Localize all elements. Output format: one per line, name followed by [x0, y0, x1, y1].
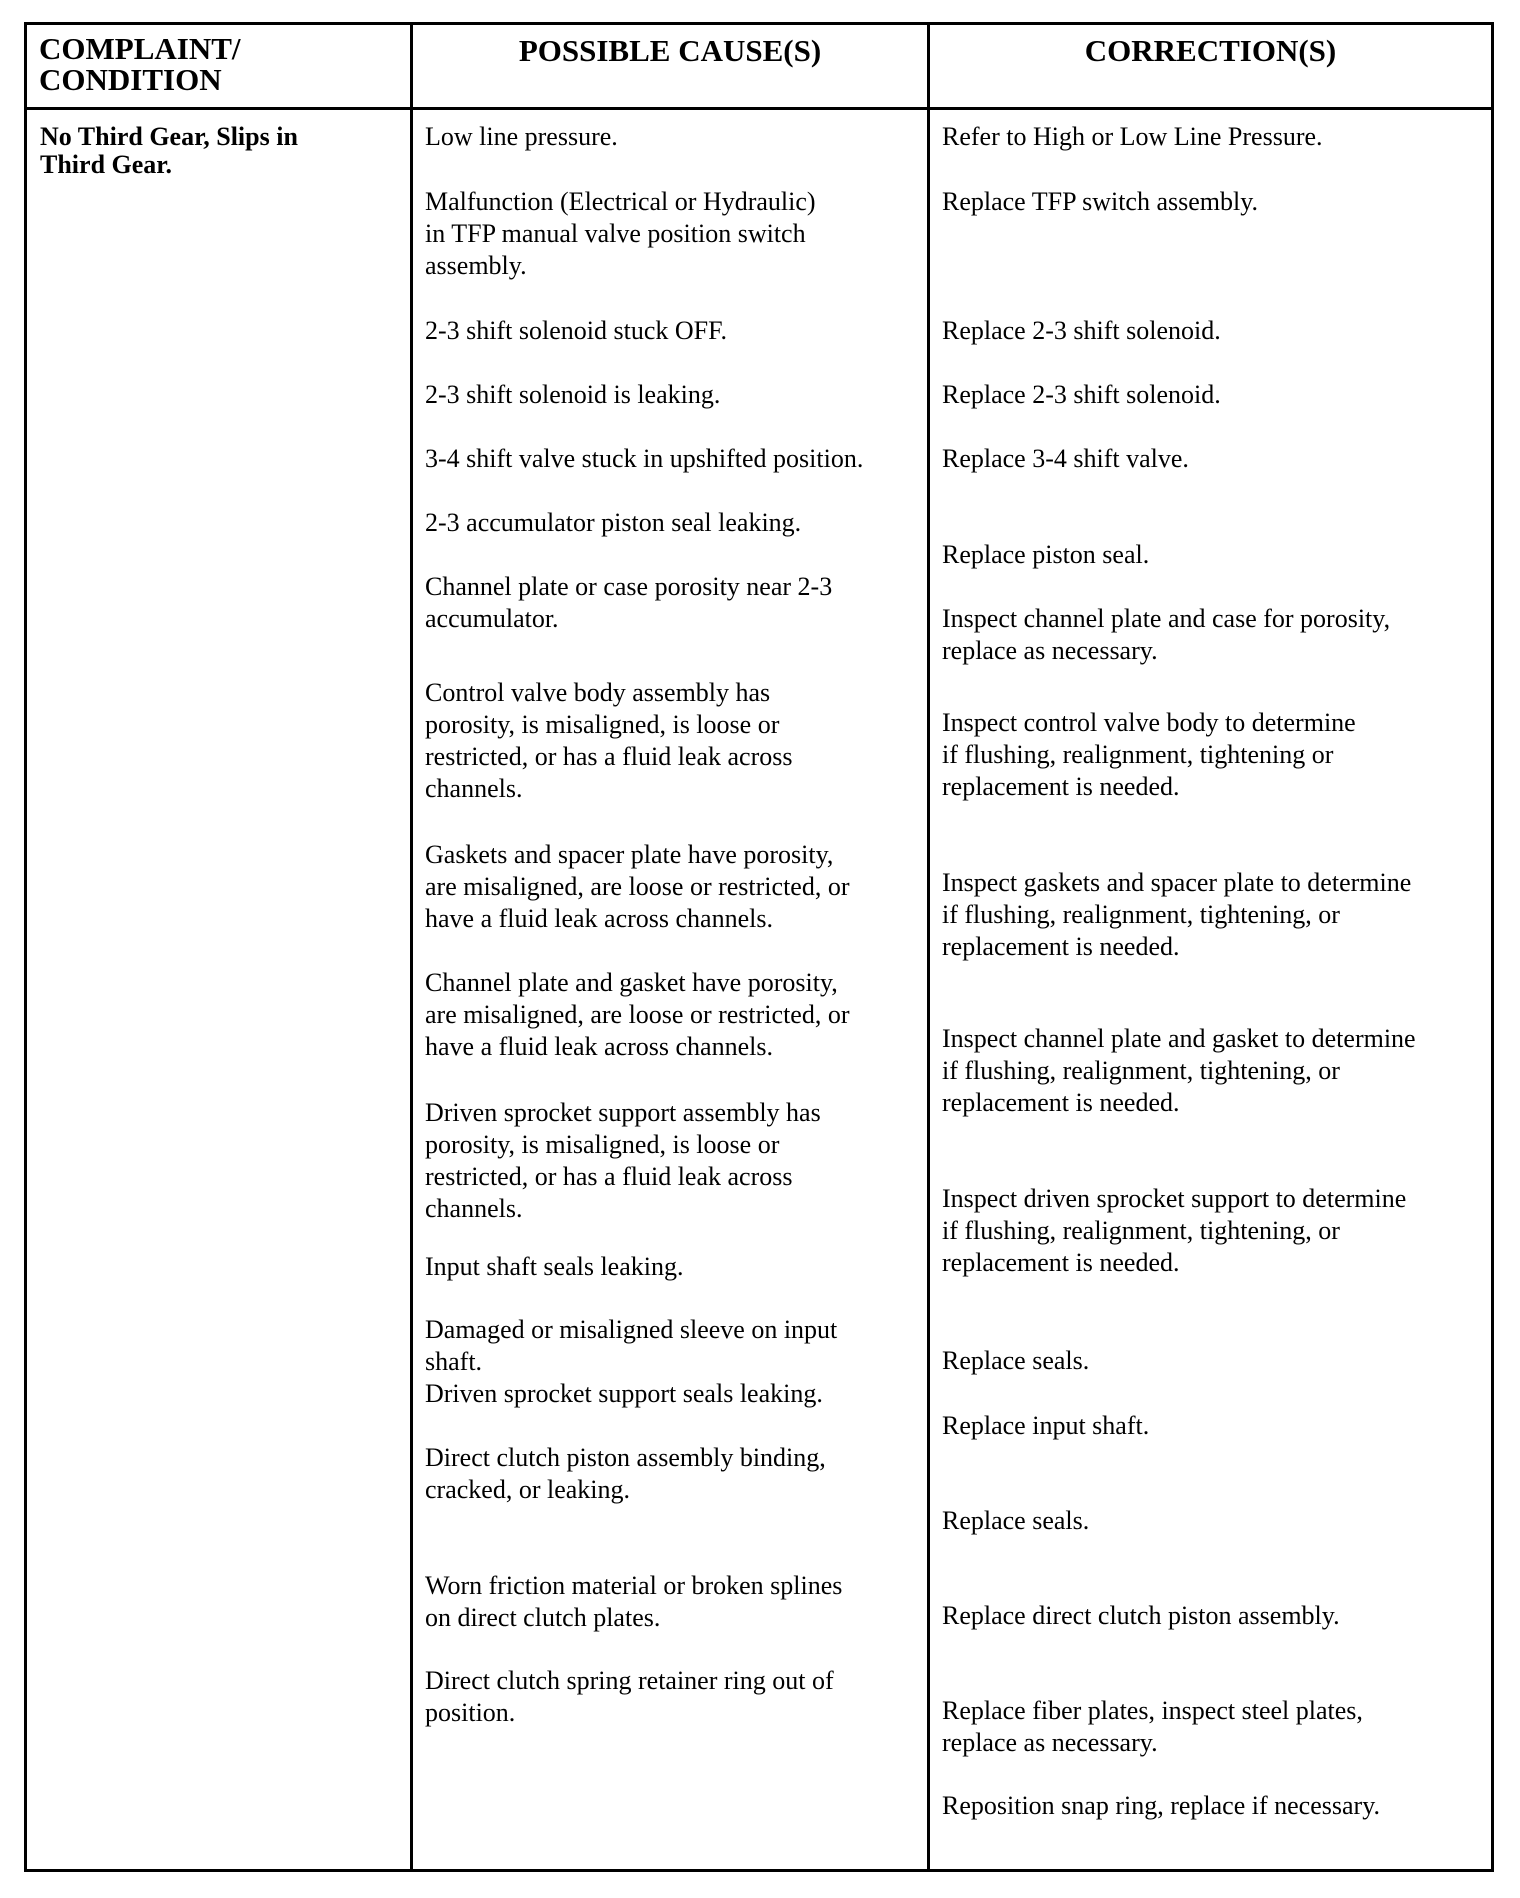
correction-line: if flushing, realignment, tightening, or: [942, 900, 1340, 929]
column-divider: [410, 25, 413, 1869]
cause-line: Driven sprocket support assembly has: [425, 1098, 821, 1127]
cause-line: Channel plate and gasket have porosity,: [425, 968, 838, 997]
cause-line: position.: [425, 1698, 516, 1727]
complaint-line: Third Gear.: [40, 150, 172, 179]
header-complaint-line: COMPLAINT/: [39, 31, 241, 66]
cause-line: have a fluid leak across channels.: [425, 904, 773, 933]
correction-line: Replace 2-3 shift solenoid.: [942, 316, 1221, 345]
cause-line: restricted, or has a fluid leak across: [425, 742, 793, 771]
correction-entry: [942, 1183, 1406, 1279]
correction-entry: [942, 443, 1189, 475]
correction-line: Replace fiber plates, inspect steel plates,: [942, 1696, 1363, 1725]
cause-line: accumulator.: [425, 604, 559, 633]
cause-line: assembly.: [425, 251, 527, 280]
cause-line: Damaged or misaligned sleeve on input: [425, 1315, 838, 1344]
correction-line: replacement is needed.: [942, 1248, 1180, 1277]
correction-entry: [942, 539, 1149, 571]
correction-entry: [942, 121, 1323, 153]
cause-line: Driven sprocket support seals leaking.: [425, 1379, 823, 1408]
cause-entry: [425, 1665, 834, 1729]
cause-line: Channel plate or case porosity near 2-3: [425, 572, 833, 601]
cause-line: restricted, or has a fluid leak across: [425, 1162, 793, 1191]
correction-line: if flushing, realignment, tightening, or: [942, 1056, 1340, 1085]
correction-line: if flushing, realignment, tightening or: [942, 740, 1334, 769]
correction-entry: [942, 1790, 1380, 1822]
cause-entry: [425, 1097, 821, 1225]
cause-line: are misaligned, are loose or restricted, or: [425, 1000, 850, 1029]
correction-entry: [942, 1023, 1416, 1119]
correction-entry: [942, 867, 1411, 963]
cause-entry: [425, 571, 832, 635]
cause-entry: [425, 121, 618, 153]
correction-line: replace as necessary.: [942, 636, 1158, 665]
correction-line: replacement is needed.: [942, 1088, 1180, 1117]
correction-line: Replace TFP switch assembly.: [942, 187, 1259, 216]
header-possible-causes: POSSIBLE CAUSE(S): [518, 33, 822, 68]
cause-entry: [425, 1570, 842, 1634]
correction-line: replacement is needed.: [942, 932, 1180, 961]
correction-entry: [942, 186, 1258, 218]
cause-line: 2-3 accumulator piston seal leaking.: [425, 508, 802, 537]
cause-line: porosity, is misaligned, is loose or: [425, 1130, 780, 1159]
cause-line: porosity, is misaligned, is loose or: [425, 710, 780, 739]
correction-entry: [942, 1410, 1149, 1442]
header-complaint: [39, 25, 399, 107]
correction-line: if flushing, realignment, tightening, or: [942, 1216, 1340, 1245]
cause-line: Input shaft seals leaking.: [425, 1252, 684, 1281]
header-complaint-line: CONDITION: [39, 62, 222, 97]
correction-line: Replace seals.: [942, 1506, 1090, 1535]
cause-entry: [425, 379, 720, 411]
correction-line: Replace direct clutch piston assembly.: [942, 1601, 1340, 1630]
cause-line: Direct clutch spring retainer ring out of: [425, 1666, 834, 1695]
cause-entry: [425, 967, 850, 1063]
cause-entry: [425, 1378, 823, 1410]
correction-line: Replace piston seal.: [942, 540, 1150, 569]
correction-line: Replace 2-3 shift solenoid.: [942, 380, 1221, 409]
complaint-line: No Third Gear, Slips in: [40, 122, 298, 151]
cause-entry: [425, 677, 792, 805]
cause-line: 2-3 shift solenoid is leaking.: [425, 380, 721, 409]
cause-line: on direct clutch plates.: [425, 1603, 661, 1632]
cause-line: Low line pressure.: [425, 122, 618, 151]
correction-line: Inspect gaskets and spacer plate to determine: [942, 868, 1412, 897]
correction-line: replacement is needed.: [942, 772, 1180, 801]
cause-line: channels.: [425, 1194, 523, 1223]
correction-line: Inspect driven sprocket support to determine: [942, 1184, 1407, 1213]
cause-entry: [425, 1442, 826, 1506]
cause-line: are misaligned, are loose or restricted, or: [425, 872, 850, 901]
cause-line: 2-3 shift solenoid stuck OFF.: [425, 316, 727, 345]
correction-line: Replace seals.: [942, 1346, 1090, 1375]
correction-entry: [942, 1505, 1089, 1537]
cause-entry: [425, 186, 816, 282]
correction-entry: [942, 1695, 1363, 1759]
correction-line: Inspect control valve body to determine: [942, 708, 1356, 737]
cause-entry: [425, 315, 727, 347]
correction-line: Inspect channel plate and gasket to determine: [942, 1024, 1416, 1053]
cause-line: channels.: [425, 774, 523, 803]
correction-line: Replace input shaft.: [942, 1411, 1150, 1440]
cause-entry: [425, 1251, 684, 1283]
diagnosis-table: [24, 22, 1494, 1872]
cause-entry: [425, 1314, 837, 1378]
cause-entry: [425, 507, 801, 539]
correction-entry: [942, 315, 1221, 347]
cause-line: in TFP manual valve position switch: [425, 219, 806, 248]
correction-entry: [942, 1345, 1089, 1377]
cause-line: Control valve body assembly has: [425, 678, 771, 707]
header-corrections: CORRECTION(S): [1084, 33, 1337, 68]
cause-line: Worn friction material or broken splines: [425, 1571, 843, 1600]
correction-line: Inspect channel plate and case for porosity,: [942, 604, 1391, 633]
cause-line: cracked, or leaking.: [425, 1475, 631, 1504]
cause-line: shaft.: [425, 1347, 483, 1376]
cause-line: Gaskets and spacer plate have porosity,: [425, 840, 834, 869]
cause-line: Direct clutch piston assembly binding,: [425, 1443, 826, 1472]
header-divider: [27, 107, 1491, 110]
cause-entry: [425, 443, 863, 475]
correction-line: Replace 3-4 shift valve.: [942, 444, 1189, 473]
correction-line: replace as necessary.: [942, 1728, 1158, 1757]
cause-line: have a fluid leak across channels.: [425, 1032, 773, 1061]
correction-entry: [942, 379, 1221, 411]
complaint-condition: [40, 123, 400, 179]
cause-line: 3-4 shift valve stuck in upshifted position.: [425, 444, 864, 473]
correction-line: Reposition snap ring, replace if necessary.: [942, 1791, 1381, 1820]
cause-entry: [425, 839, 850, 935]
correction-entry: [942, 1600, 1340, 1632]
column-divider: [927, 25, 930, 1869]
correction-line: Refer to High or Low Line Pressure.: [942, 122, 1323, 151]
correction-entry: [942, 707, 1356, 803]
correction-entry: [942, 603, 1390, 667]
cause-line: Malfunction (Electrical or Hydraulic): [425, 187, 816, 216]
